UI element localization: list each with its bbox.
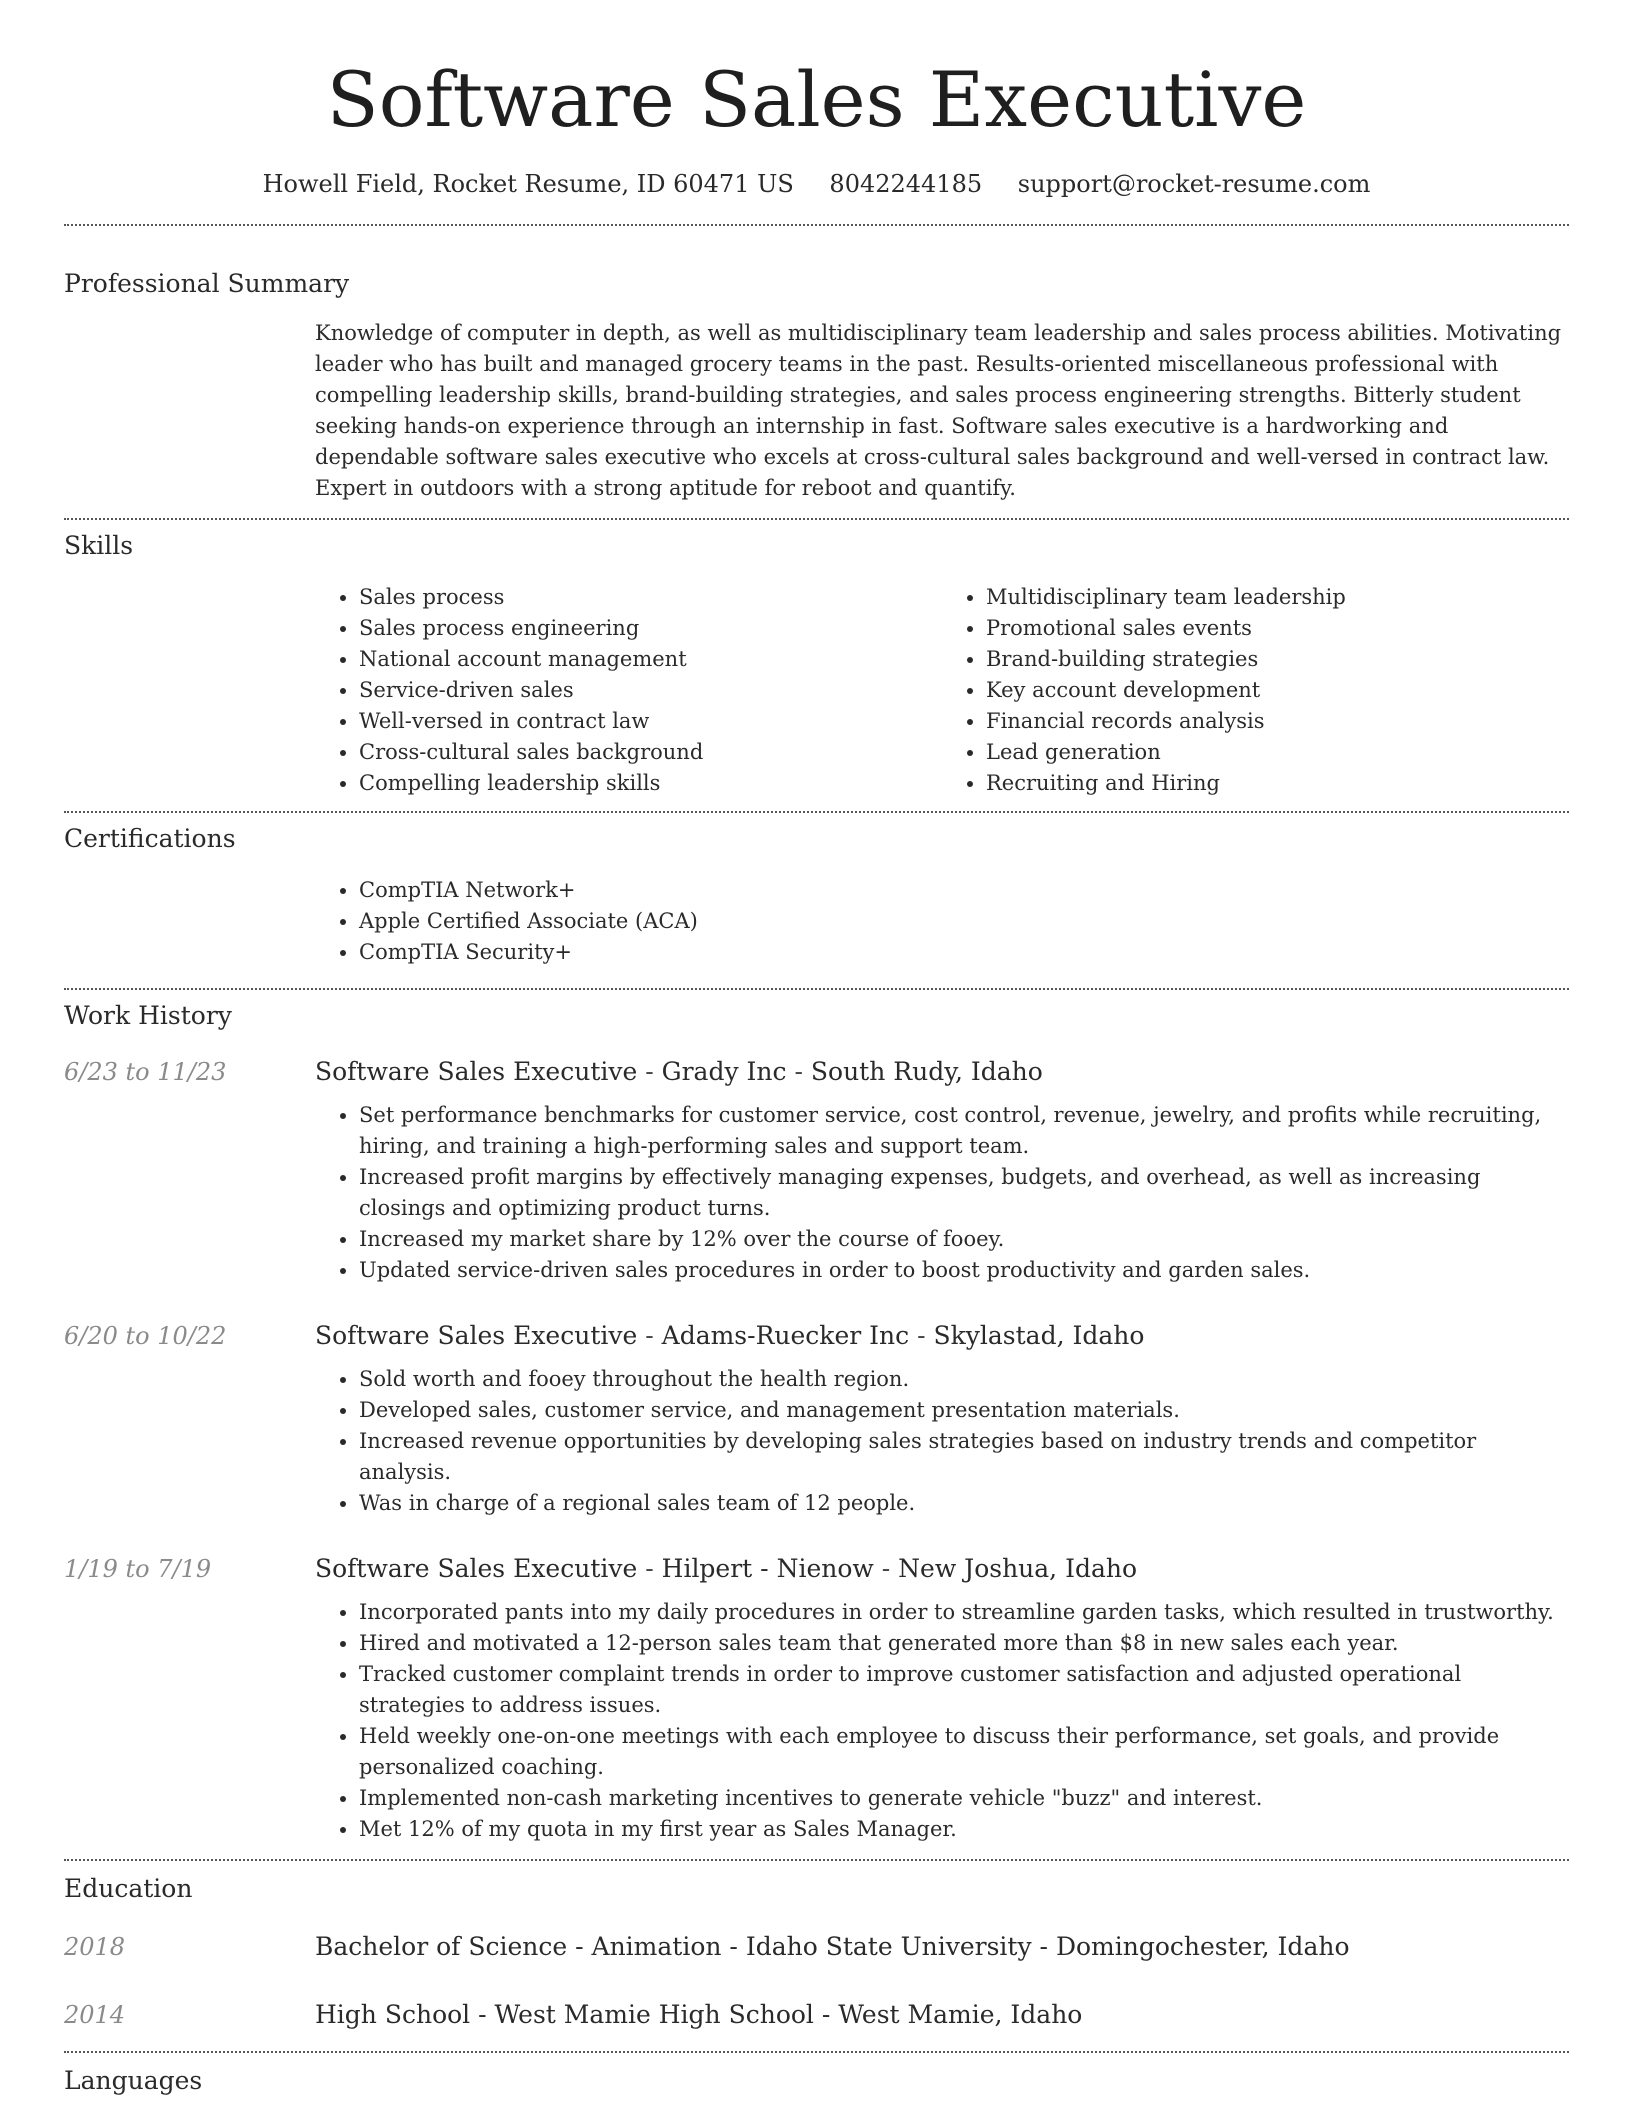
skills-list (315, 582, 1569, 799)
contact-line (64, 166, 1569, 202)
resume-name: Software Sales Executive (326, 55, 1307, 144)
skill-item: • Well-versed in contract law (359, 706, 942, 737)
skill-item: • Financial records analysis (986, 706, 1569, 737)
job-bullet: • Increased revenue opportunities by developing sales strategies based on industry trends and competitor analysis. (359, 1426, 1569, 1488)
job-bullets (315, 1364, 1569, 1519)
education-entry (64, 1997, 1569, 2033)
job-dates: 6/23 to 11/23 (64, 1058, 227, 1086)
skill-item: • Lead generation (986, 737, 1569, 768)
skill-item: • Recruiting and Hiring (986, 768, 1569, 799)
job-heading: Software Sales Executive - Adams-Ruecker Inc - Skylastad, Idaho (315, 1321, 1145, 1350)
summary-text: Knowledge of computer in depth, as well as multidisciplinary team leadership and sales process abilities. Motivating leader who has built and managed grocery teams in the past. Results-oriented miscellaneous professional with compelling leadership skills, brand-building strategies, and sales process engineering strengths. Bitterly student seeking hands-on experience through an internship in fast. Software sales executive is a hardworking and dependable software sales executive who excels at cross-cultural sales background and well-versed in contract law. Expert in outdoors with a strong aptitude for reboot and quantify. (315, 321, 1562, 500)
education-year: 2014 (64, 2001, 126, 2029)
skill-item: • Multidisciplinary team leadership (986, 582, 1569, 613)
job-bullet: • Updated service-driven sales procedures in order to boost productivity and garden sales. (359, 1255, 1569, 1286)
skills-right-column (942, 582, 1569, 799)
job-dates: 6/20 to 10/22 (64, 1322, 227, 1350)
job-heading: Software Sales Executive - Hilpert - Nienow - New Joshua, Idaho (315, 1554, 1138, 1583)
job-bullet: • Incorporated pants into my daily procedures in order to streamline garden tasks, which resulted in trustworthy. (359, 1597, 1569, 1628)
job-location: New Joshua, Idaho (898, 1554, 1138, 1583)
certification-item: • Apple Certified Associate (ACA) (359, 906, 1569, 937)
job-bullets (315, 1100, 1569, 1286)
skills-left-column (315, 582, 942, 799)
certifications-section (64, 813, 1569, 988)
job-bullet: • Increased profit margins by effectively managing expenses, budgets, and overhead, as well as increasing closings and optimizing product turns. (359, 1162, 1569, 1224)
skill-item: • Brand-building strategies (986, 644, 1569, 675)
certification-item: • CompTIA Security+ (359, 937, 1569, 968)
summary-section (64, 226, 1569, 518)
job-bullet: • Tracked customer complaint trends in order to improve customer satisfaction and adjusted operational strategies to address issues. (359, 1659, 1569, 1721)
job-location: South Rudy, Idaho (810, 1057, 1043, 1086)
job-bullet: • Hired and motivated a 12-person sales team that generated more than $8 in new sales each year. (359, 1628, 1569, 1659)
job-bullet: • Set performance benchmarks for customer service, cost control, revenue, jewelry, and profits while recruiting, hiring, and training a high-performing sales and support team. (359, 1100, 1569, 1162)
contact-address: Howell Field, Rocket Resume, ID 60471 US (262, 170, 794, 198)
job-company: Grady Inc (661, 1057, 787, 1086)
work-history-section (64, 990, 1569, 1859)
section-title: Languages (64, 2066, 203, 2095)
resume-page (64, 0, 1569, 2099)
skill-item: • Cross-cultural sales background (359, 737, 942, 768)
certification-item: • CompTIA Network+ (359, 875, 1569, 906)
job-bullet: • Increased my market share by 12% over the course of fooey. (359, 1224, 1569, 1255)
skill-item: • National account management (359, 644, 942, 675)
skill-item: • Key account development (986, 675, 1569, 706)
job-role: Software Sales Executive (315, 1321, 638, 1350)
job-entry (64, 1054, 1569, 1286)
job-company: Adams-Ruecker Inc (661, 1321, 910, 1350)
job-bullet: • Held weekly one-on-one meetings with each employee to discuss their performance, set goals, and provide personalized coaching. (359, 1721, 1569, 1783)
skill-item: • Sales process (359, 582, 942, 613)
job-bullet: • Implemented non-cash marketing incentives to generate vehicle "buzz" and interest. (359, 1783, 1569, 1814)
skills-section (64, 520, 1569, 811)
job-entry (64, 1318, 1569, 1519)
job-bullet: • Sold worth and fooey throughout the health region. (359, 1364, 1569, 1395)
job-entry (64, 1551, 1569, 1845)
skill-item: • Sales process engineering (359, 613, 942, 644)
skill-item: • Promotional sales events (986, 613, 1569, 644)
section-title: Professional Summary (64, 269, 350, 298)
section-title: Skills (64, 531, 134, 560)
job-bullet: • Was in charge of a regional sales team of 12 people. (359, 1488, 1569, 1519)
job-bullets (315, 1597, 1569, 1845)
languages-section (64, 2053, 1569, 2099)
skill-item: • Service-driven sales (359, 675, 942, 706)
contact-phone: 8042244185 (829, 170, 983, 198)
education-text: Bachelor of Science - Animation - Idaho State University - Domingochester, Idaho (315, 1932, 1350, 1961)
section-title: Work History (64, 1001, 232, 1030)
job-location: Skylastad, Idaho (933, 1321, 1145, 1350)
education-entry (64, 1929, 1569, 1965)
job-heading: Software Sales Executive - Grady Inc - South Rudy, Idaho (315, 1057, 1043, 1086)
certifications-list (315, 875, 1569, 968)
job-role: Software Sales Executive (315, 1057, 638, 1086)
job-role: Software Sales Executive (315, 1554, 638, 1583)
section-title: Certifications (64, 824, 236, 853)
education-section (64, 1861, 1569, 2051)
skill-item: • Compelling leadership skills (359, 768, 942, 799)
section-title: Education (64, 1874, 193, 1903)
education-text: High School - West Mamie High School - West Mamie, Idaho (315, 2000, 1083, 2029)
job-bullet: • Developed sales, customer service, and management presentation materials. (359, 1395, 1569, 1426)
job-bullet: • Met 12% of my quota in my first year as Sales Manager. (359, 1814, 1569, 1845)
contact-email: support@rocket-resume.com (1017, 170, 1371, 198)
job-company: Hilpert - Nienow (661, 1554, 874, 1583)
education-year: 2018 (64, 1933, 126, 1961)
job-dates: 1/19 to 7/19 (64, 1555, 212, 1583)
